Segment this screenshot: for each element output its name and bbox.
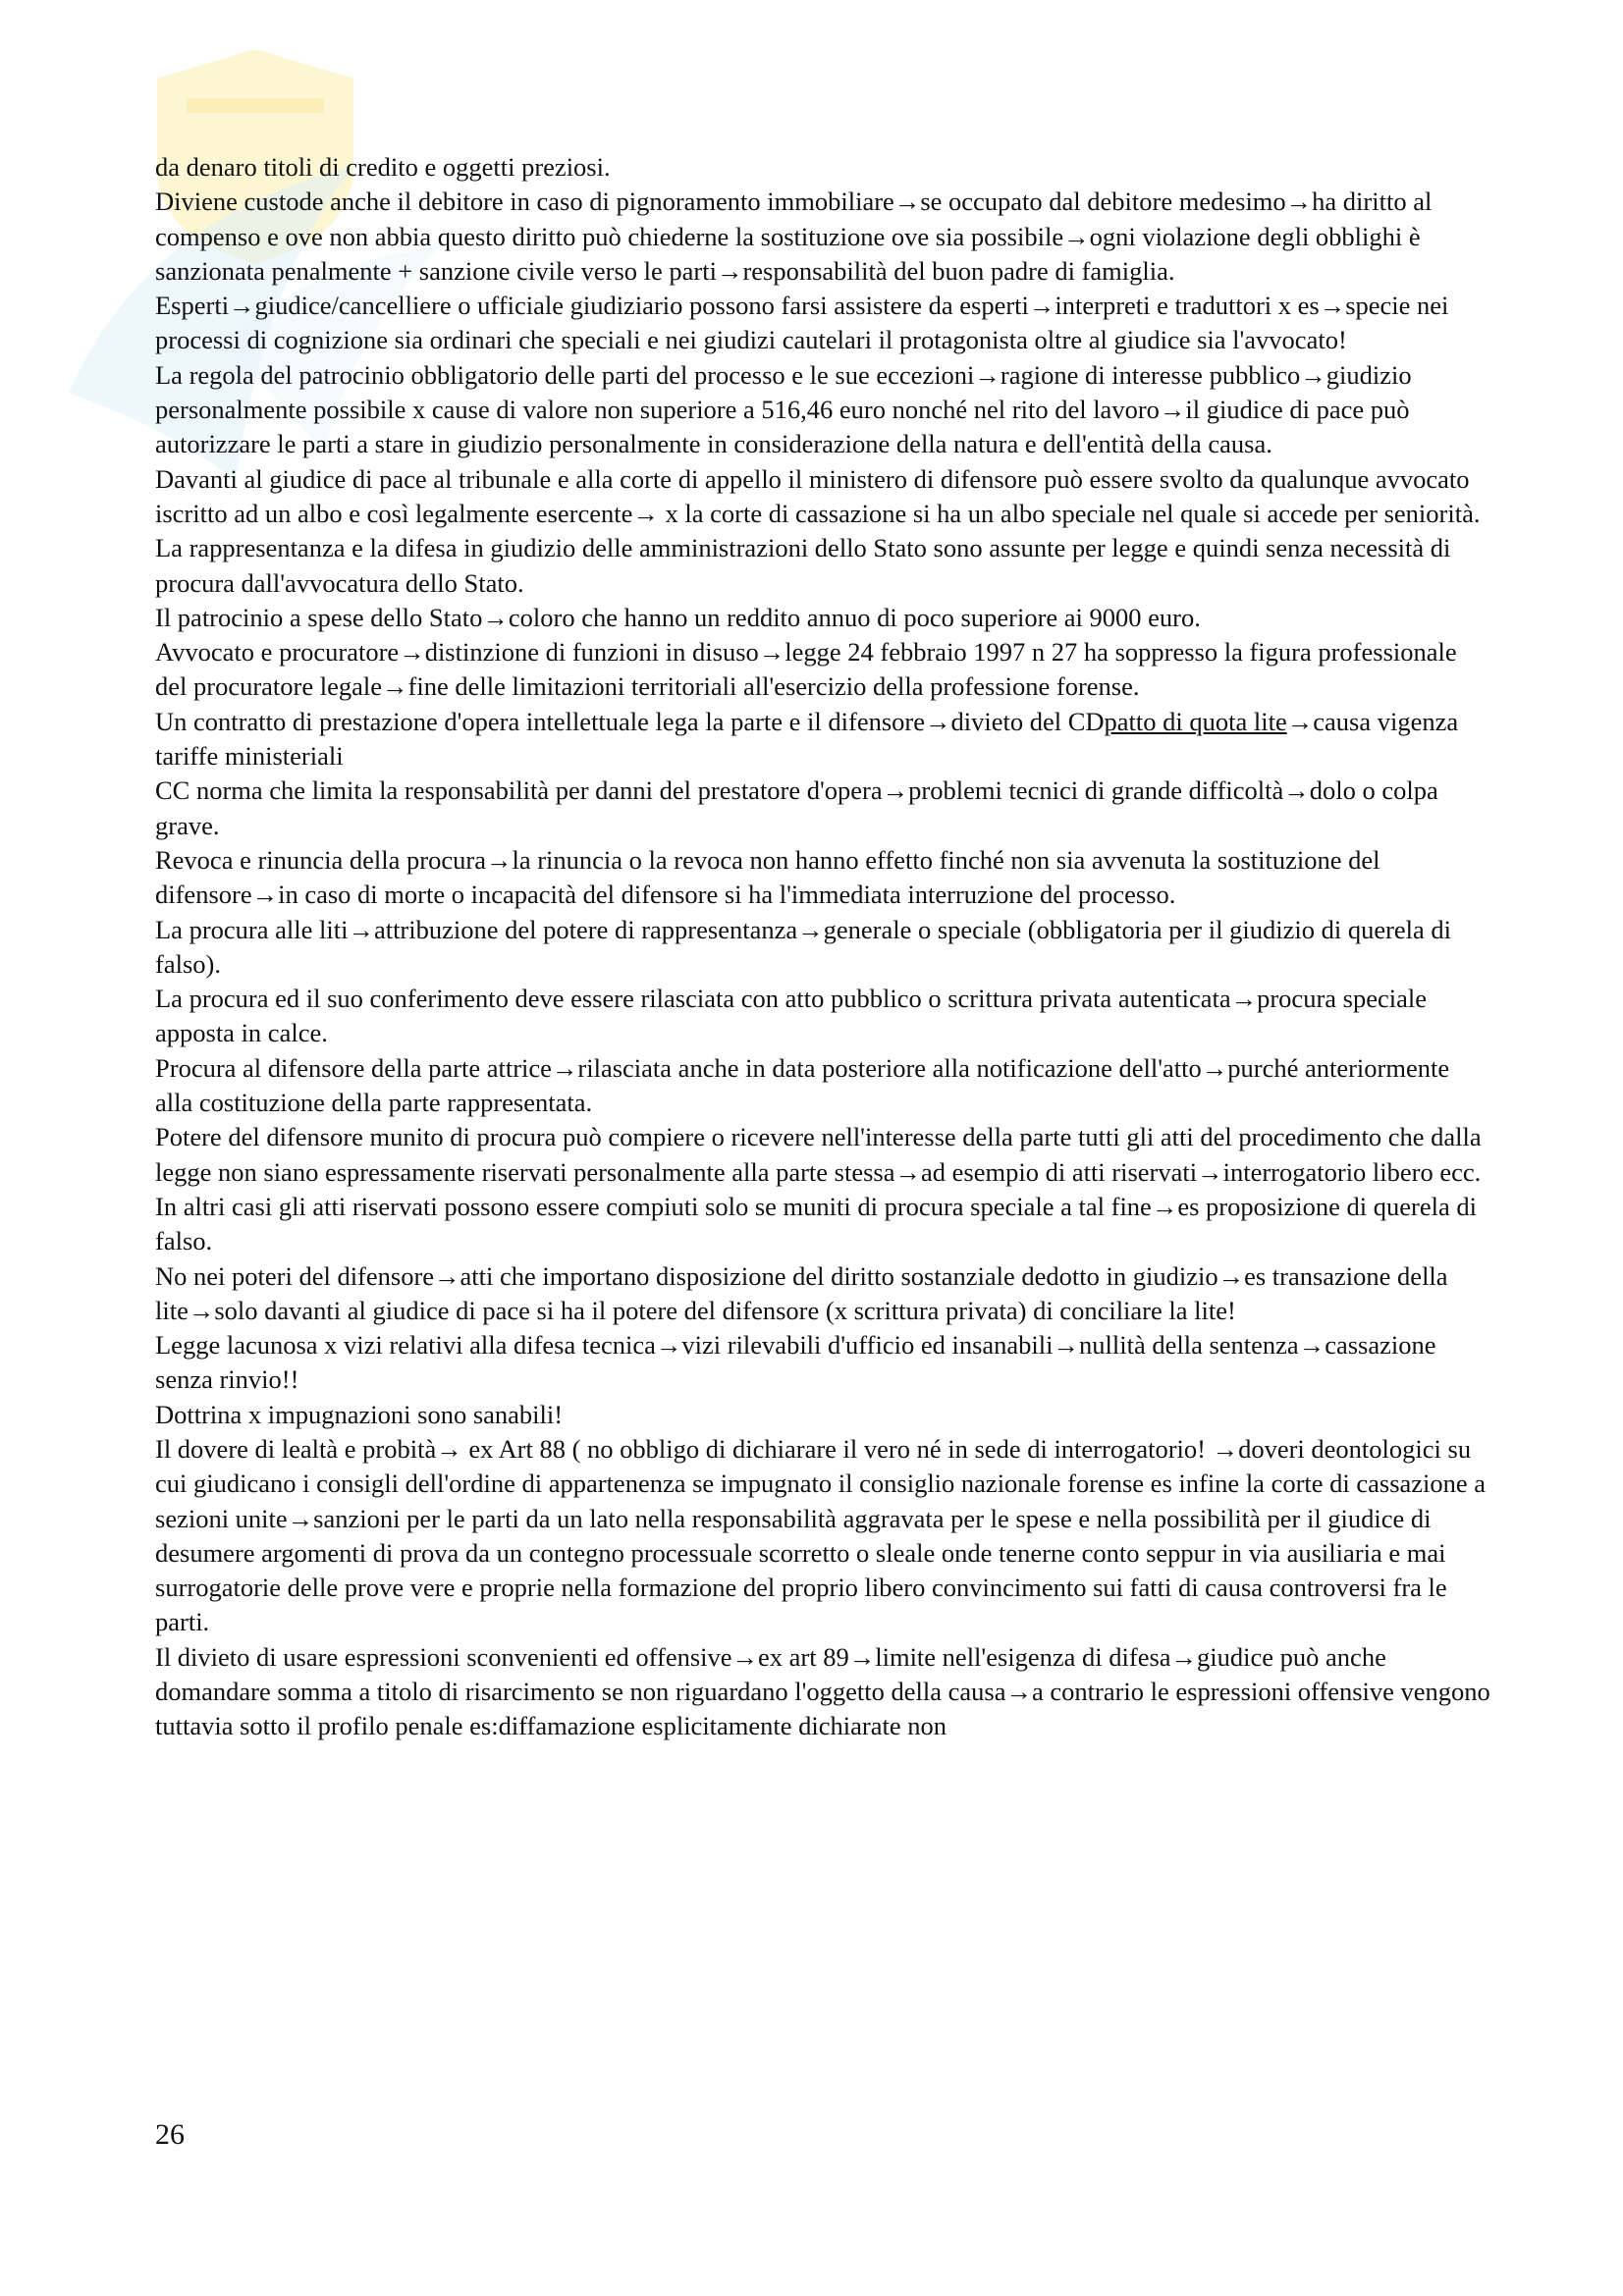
- paragraph-text: Il divieto di usare espressioni sconvenienti ed offensive→ex art 89→limite nell'esigenza di difesa→giudice può anche domandare somma a titolo di risarcimento se non riguardano l'oggetto della causa→a contrario le espressioni offensive vengono tuttavia sotto il profilo penale es:diffamazione esplicitamente dichiarate non: [155, 1641, 1490, 1741]
- paragraph: [155, 462, 1490, 532]
- paragraph-text: Potere del difensore munito di procura può compiere o ricevere nell'interesse della parte tutti gli atti del procedimento che dalla legge non siano espressamente riservati personalmente alla parte stessa→ad esempio di atti riservati→interrogatorio libero ecc.: [155, 1122, 1482, 1187]
- paragraph: [155, 185, 1490, 289]
- paragraph: [155, 150, 1490, 185]
- paragraph-text: Diviene custode anche il debitore in caso di pignoramento immobiliare→se occupato dal debitore medesimo→ha diritto al compenso e ove non abbia questo diritto può chiederne la sostituzione ove sia possibile→ogni violazione degli obblighi è sanzionata penalmente + sanzione civile verso le parti→responsabilità del buon padre di famiglia.: [155, 187, 1433, 286]
- paragraph-text: Dottrina x impugnazioni sono sanabili!: [155, 1399, 564, 1429]
- paragraph: [155, 601, 1490, 635]
- paragraph: [155, 843, 1490, 913]
- paragraph: [155, 1398, 1490, 1432]
- paragraph-text: No nei poteri del difensore→atti che importano disposizione del diritto sostanziale dedotto in giudizio→es transazione della lite→solo davanti al giudice di pace si ha il potere del difensore (x scrittura privata) di conciliare la lite!: [155, 1260, 1448, 1325]
- paragraph: [155, 1328, 1490, 1398]
- paragraph-text: La rappresentanza e la difesa in giudizio delle amministrazioni dello Stato sono assunte per legge e quindi senza necessità di procura dall'avvocatura dello Stato.: [155, 533, 1451, 598]
- paragraph-text: CC norma che limita la responsabilità per danni del prestatore d'opera→problemi tecnici di grande difficoltà→dolo o colpa grave.: [155, 775, 1438, 840]
- paragraph-text: Avvocato e procuratore→distinzione di funzioni in disuso→legge 24 febbraio 1997 n 27 ha soppresso la figura professionale del procuratore legale→fine delle limitazioni territoriali all'esercizio della professione forense.: [155, 637, 1457, 702]
- paragraph-text: Davanti al giudice di pace al tribunale e alla corte di appello il ministero di difensore può essere svolto da qualunque avvocato iscritto ad un albo e così legalmente esercente→ x la corte di cassazione si ha un albo speciale nel quale si accede per seniorità.: [155, 463, 1481, 528]
- document-body: [155, 150, 1490, 1744]
- paragraph: [155, 774, 1490, 843]
- paragraph: [155, 982, 1490, 1051]
- paragraph: [155, 1640, 1490, 1744]
- paragraph-text: Legge lacunosa x vizi relativi alla difesa tecnica→vizi rilevabili d'ufficio ed insanabili→nullità della sentenza→cassazione senza rinvio!!: [155, 1330, 1436, 1395]
- paragraph-text: La procura alle liti→attribuzione del potere di rappresentanza→generale o speciale (obbligatoria per il giudizio di querela di falso).: [155, 914, 1452, 979]
- paragraph: [155, 913, 1490, 983]
- paragraph-text: La regola del patrocinio obbligatorio delle parti del processo e le sue eccezioni→ragione di interesse pubblico→giudizio personalmente possibile x cause di valore non superiore a 516,46 euro nonché nel rito del lavoro→il giudice di pace può autorizzare le parti a stare in giudizio personalmente in considerazione della natura e dell'entità della causa.: [155, 359, 1412, 459]
- paragraph: [155, 531, 1490, 601]
- paragraph-text: La procura ed il suo conferimento deve essere rilasciata con atto pubblico o scrittura privata autenticata→procura speciale apposta in calce.: [155, 984, 1427, 1048]
- paragraph: [155, 358, 1490, 462]
- paragraph-text: In altri casi gli atti riservati possono essere compiuti solo se muniti di procura speciale a tal fine→es proposizione di querela di falso.: [155, 1191, 1477, 1256]
- paragraph: [155, 1432, 1490, 1640]
- paragraph-text: Revoca e rinuncia della procura→la rinuncia o la revoca non hanno effetto finché non sia avvenuta la sostituzione del difensore→in caso di morte o incapacità del difensore si ha l'immediata interruzione del processo.: [155, 844, 1380, 910]
- paragraph: [155, 635, 1490, 705]
- paragraph: [155, 1190, 1490, 1259]
- paragraph-text: Il dovere di lealtà e probità→ ex Art 88 ( no obbligo di dichiarare il vero né in sede di interrogatorio! →doveri deontologici su cui giudicano i consigli dell'ordine di appartenenza se impugnato il consiglio nazionale forense es infine la corte di cassazione a sezioni unite→sanzioni per le parti da un lato nella responsabilità aggravata per le spese e nella possibilità per il giudice di desumere argomenti di prova da un contegno processuale scorretto o sleale onde tenerne conto seppur in via ausiliaria e mai surrogatorie delle prove vere e proprie nella formazione del proprio libero convincimento sui fatti di causa controversi fra le parti.: [155, 1433, 1487, 1637]
- paragraph-text: Procura al difensore della parte attrice→rilasciata anche in data posteriore alla notificazione dell'atto→purché anteriormente alla costituzione della parte rappresentata.: [155, 1052, 1450, 1118]
- paragraph: [155, 1120, 1490, 1190]
- paragraph-text: da denaro titoli di credito e oggetti preziosi.: [155, 152, 611, 182]
- paragraph-text: Un contratto di prestazione d'opera intellettuale lega la parte e il difensore→divieto del CD: [155, 706, 1105, 736]
- page-number: 26: [155, 2118, 185, 2151]
- paragraph-text: Il patrocinio a spese dello Stato→coloro che hanno un reddito annuo di poco superiore ai 9000 euro.: [155, 602, 1201, 632]
- paragraph-text: Esperti→giudice/cancelliere o ufficiale giudiziario possono farsi assistere da esperti→interpreti e traduttori x es→specie nei processi di cognizione sia ordinari che speciali e nei giudizi cautelari il protagonista oltre al giudice sia l'avvocato!: [155, 291, 1449, 355]
- paragraph: [155, 705, 1490, 774]
- underlined-term: patto di quota lite: [1104, 706, 1287, 736]
- paragraph: [155, 1051, 1490, 1121]
- paragraph-text: →causa vigenza tariffe ministeriali: [155, 706, 1459, 772]
- paragraph: [155, 289, 1490, 358]
- paragraph: [155, 1259, 1490, 1329]
